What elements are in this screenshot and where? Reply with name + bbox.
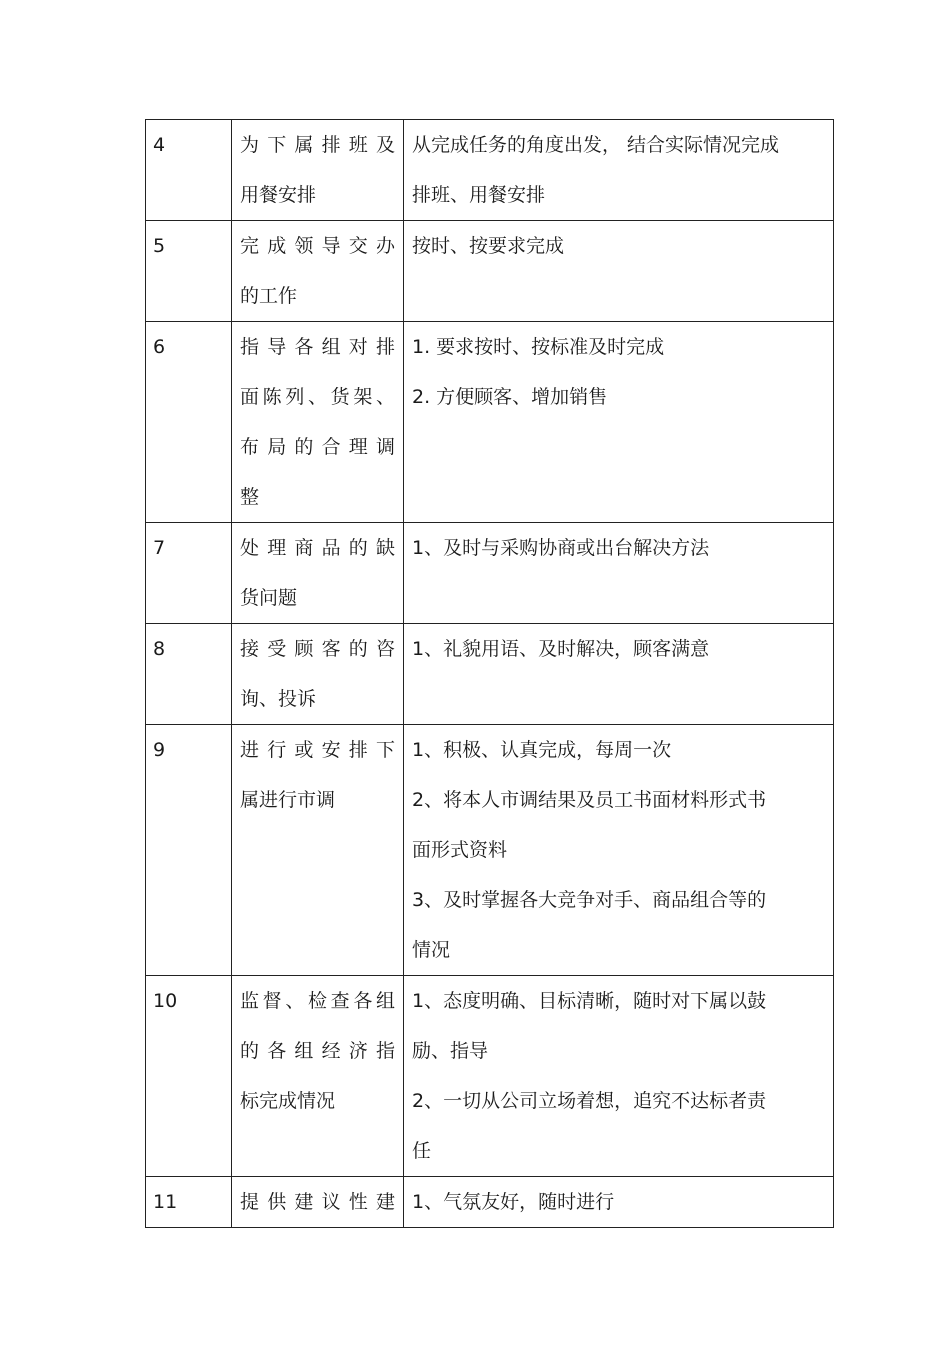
table-row bbox=[146, 523, 834, 624]
standard-line: 面形式资料 bbox=[412, 839, 508, 861]
task-line: 面陈列、货架、 bbox=[240, 386, 395, 408]
table-row bbox=[146, 1177, 834, 1228]
table-row bbox=[146, 120, 834, 221]
task-line bbox=[232, 825, 403, 875]
table-row bbox=[146, 322, 834, 523]
task-line: 处理商品的缺 bbox=[240, 537, 395, 559]
task-cell bbox=[232, 322, 404, 523]
task-line bbox=[232, 925, 403, 975]
row-number: 7 bbox=[153, 537, 166, 559]
task-line bbox=[232, 1126, 403, 1176]
standard-line: 2. 方便顾客、增加销售 bbox=[412, 386, 608, 408]
row-number-cell bbox=[146, 976, 232, 1177]
standard-line bbox=[404, 472, 833, 522]
standard-line: 2、一切从公司立场着想，追究不达标者责 bbox=[412, 1090, 767, 1112]
row-number: 6 bbox=[153, 336, 166, 358]
standard-line: 1、礼貌用语、及时解决，顾客满意 bbox=[412, 638, 710, 660]
row-number: 11 bbox=[153, 1191, 178, 1213]
standard-line bbox=[404, 573, 833, 623]
task-line: 用餐安排 bbox=[240, 184, 317, 206]
task-line bbox=[232, 875, 403, 925]
standard-line: 1、态度明确、目标清晰，随时对下属以鼓 bbox=[412, 990, 767, 1012]
row-number: 10 bbox=[153, 990, 178, 1012]
task-line: 完成领导交办 bbox=[240, 235, 395, 257]
standard-line: 按时、按要求完成 bbox=[412, 235, 565, 257]
standard-line: 情况 bbox=[412, 939, 451, 961]
task-cell bbox=[232, 221, 404, 322]
standard-line: 励、指导 bbox=[412, 1040, 489, 1062]
task-line: 询、投诉 bbox=[240, 688, 317, 710]
standard-line: 1、积极、认真完成，每周一次 bbox=[412, 739, 672, 761]
standard-line: 排班、用餐安排 bbox=[412, 184, 546, 206]
standard-line bbox=[404, 422, 833, 472]
task-line: 整 bbox=[240, 486, 260, 508]
row-number-cell bbox=[146, 725, 232, 976]
task-cell bbox=[232, 523, 404, 624]
task-line: 进行或安排下 bbox=[240, 739, 395, 761]
duty-table-body bbox=[146, 120, 834, 1228]
standard-line: 1、及时与采购协商或出台解决方法 bbox=[412, 537, 710, 559]
task-line: 布局的合理调 bbox=[240, 436, 395, 458]
row-number-cell bbox=[146, 221, 232, 322]
standard-cell bbox=[404, 1177, 834, 1228]
standard-line: 1. 要求按时、按标准及时完成 bbox=[412, 336, 665, 358]
standard-cell bbox=[404, 322, 834, 523]
table-row bbox=[146, 725, 834, 976]
task-cell bbox=[232, 120, 404, 221]
duty-table bbox=[145, 119, 834, 1228]
task-cell bbox=[232, 725, 404, 976]
standard-line: 2、将本人市调结果及员工书面材料形式书 bbox=[412, 789, 767, 811]
standard-line: 从完成任务的角度出发， 结合实际情况完成 bbox=[412, 134, 780, 156]
task-line: 监督、检查各组 bbox=[240, 990, 395, 1012]
standard-cell bbox=[404, 523, 834, 624]
task-line: 属进行市调 bbox=[240, 789, 336, 811]
task-cell bbox=[232, 624, 404, 725]
row-number-cell bbox=[146, 1177, 232, 1228]
task-line: 接受顾客的咨 bbox=[240, 638, 395, 660]
standard-line bbox=[404, 674, 833, 724]
row-number-cell bbox=[146, 624, 232, 725]
row-number-cell bbox=[146, 523, 232, 624]
row-number: 4 bbox=[153, 134, 166, 156]
row-number-cell bbox=[146, 322, 232, 523]
task-cell bbox=[232, 1177, 404, 1228]
task-cell bbox=[232, 976, 404, 1177]
task-line: 标完成情况 bbox=[240, 1090, 336, 1112]
table-row bbox=[146, 976, 834, 1177]
row-number-cell bbox=[146, 120, 232, 221]
standard-cell bbox=[404, 624, 834, 725]
standard-line: 3、及时掌握各大竞争对手、商品组合等的 bbox=[412, 889, 767, 911]
table-row bbox=[146, 624, 834, 725]
row-number: 9 bbox=[153, 739, 166, 761]
row-number: 8 bbox=[153, 638, 166, 660]
task-line: 为下属排班及 bbox=[240, 134, 395, 156]
standard-line bbox=[404, 271, 833, 321]
task-line: 的各组经济指 bbox=[240, 1040, 395, 1062]
standard-cell bbox=[404, 120, 834, 221]
standard-line: 任 bbox=[412, 1140, 432, 1162]
task-line: 提供建议性建 bbox=[240, 1191, 395, 1213]
standard-cell bbox=[404, 976, 834, 1177]
row-number: 5 bbox=[153, 235, 166, 257]
task-line: 货问题 bbox=[240, 587, 298, 609]
task-line: 的工作 bbox=[240, 285, 298, 307]
task-line: 指导各组对排 bbox=[240, 336, 395, 358]
table-row bbox=[146, 221, 834, 322]
standard-line: 1、气氛友好，随时进行 bbox=[412, 1191, 615, 1213]
standard-cell bbox=[404, 221, 834, 322]
standard-cell bbox=[404, 725, 834, 976]
